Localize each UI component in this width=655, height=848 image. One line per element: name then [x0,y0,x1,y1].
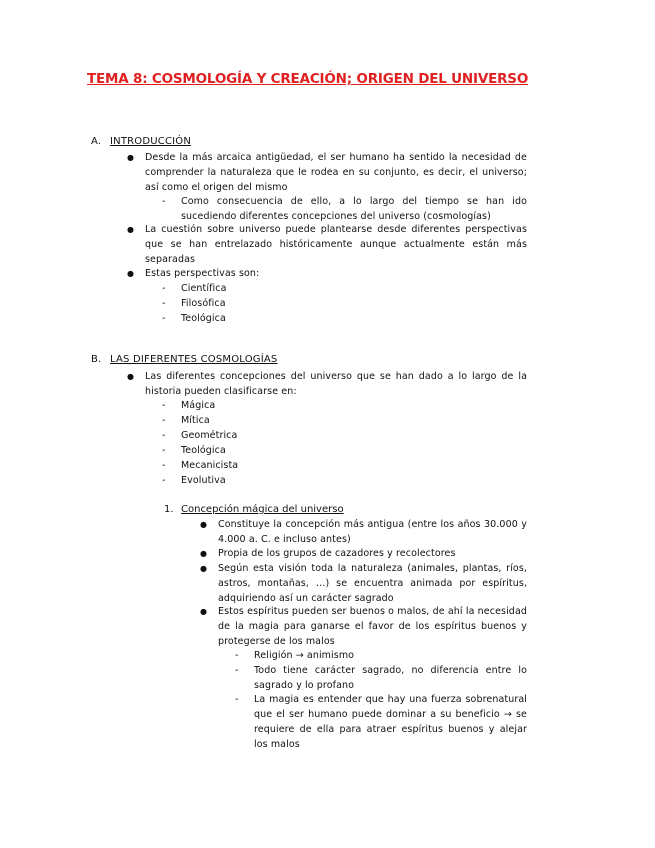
subsection-title: Concepción mágica del universo [181,504,344,515]
bullet-icon: ● [127,372,134,381]
section-a-letter: A. [91,136,102,147]
bullet-icon: ● [200,520,207,529]
dash-icon: - [162,460,166,471]
dash-icon: - [162,196,166,207]
bullet-icon: ● [127,153,134,162]
dash-icon: - [162,298,166,309]
section-b-letter: B. [91,354,102,365]
dash-icon: - [162,415,166,426]
magic-bullet-3: Según esta visión toda la naturaleza (animales, plantas, ríos, astros, montañas, …) se encuentra animada por espíritus, adquiriendo así un carácter sagrado [218,563,527,604]
dash-icon: - [235,694,239,705]
section-a-bullet-1: Desde la más arcaica antigüedad, el ser humano ha sentido la necesidad de comprender la naturaleza que le rodea en su conjunto, es decir, el universo; así como el origen del mismo [145,152,527,193]
section-b-title: LAS DIFERENTES COSMOLOGÍAS [110,354,278,365]
dash-icon: - [235,665,239,676]
bullet-icon: ● [200,607,207,616]
section-a-title: INTRODUCCIÓN [110,136,192,147]
bullet-icon: ● [127,269,134,278]
dash-icon: - [162,400,166,411]
bullet-icon: ● [127,225,134,234]
magic-subpoint-2: Todo tiene carácter sagrado, no diferencia entre lo sagrado y lo profano [254,665,527,691]
magic-bullet-2: Propia de los grupos de cazadores y recolectores [218,548,456,559]
section-b-heading [91,354,277,365]
section-a-subpoint-1: Como consecuencia de ello, a lo largo del tiempo se han ido sucediendo diferentes concepciones del universo (cosmologías) [181,196,527,222]
dash-icon: - [162,475,166,486]
cosmology-type: Mecanicista [181,460,239,471]
dash-icon: - [162,283,166,294]
bullet-icon: ● [200,564,207,573]
magic-subpoint-1: Religión → animismo [254,650,355,661]
magic-subpoint-3: La magia es entender que hay una fuerza sobrenatural que el ser humano puede dominar a su beneficio → se requiere de ella para atraer espíritus buenos y alejar los malos [254,694,527,750]
section-b-bullet-1: Las diferentes concepciones del universo que se han dado a lo largo de la historia pueden clasificarse en: [145,371,527,397]
dash-icon: - [162,445,166,456]
dash-icon: - [162,430,166,441]
perspective-item: Filosófica [181,298,226,309]
perspective-item: Científica [181,283,227,294]
magic-bullet-1: Constituye la concepción más antigua (entre los años 30.000 y 4.000 a. C. e incluso antes) [218,519,527,545]
bullet-icon: ● [200,549,207,558]
cosmology-type: Teológica [181,445,226,456]
cosmology-type: Mágica [181,400,216,411]
cosmology-type: Evolutiva [181,475,226,486]
dash-icon: - [235,650,239,661]
section-a-heading [91,136,191,147]
perspective-item: Teológica [181,313,226,324]
magic-bullet-4: Estos espíritus pueden ser buenos o malos, de ahí la necesidad de la magia para ganarse el favor de los espíritus buenos y protegerse de los malos [218,606,527,647]
document-title: TEMA 8: COSMOLOGÍA Y CREACIÓN; ORIGEN DEL UNIVERSO [87,71,529,87]
cosmology-type: Geométrica [181,430,238,441]
section-a-bullet-2: La cuestión sobre universo puede plantearse desde diferentes perspectivas que se han entrelazado históricamente aunque actualmente están más separadas [145,224,527,265]
section-a-bullet-3: Estas perspectivas son: [145,268,260,279]
subsection-number: 1. [164,504,174,515]
cosmology-type: Mítica [181,415,210,426]
dash-icon: - [162,313,166,324]
